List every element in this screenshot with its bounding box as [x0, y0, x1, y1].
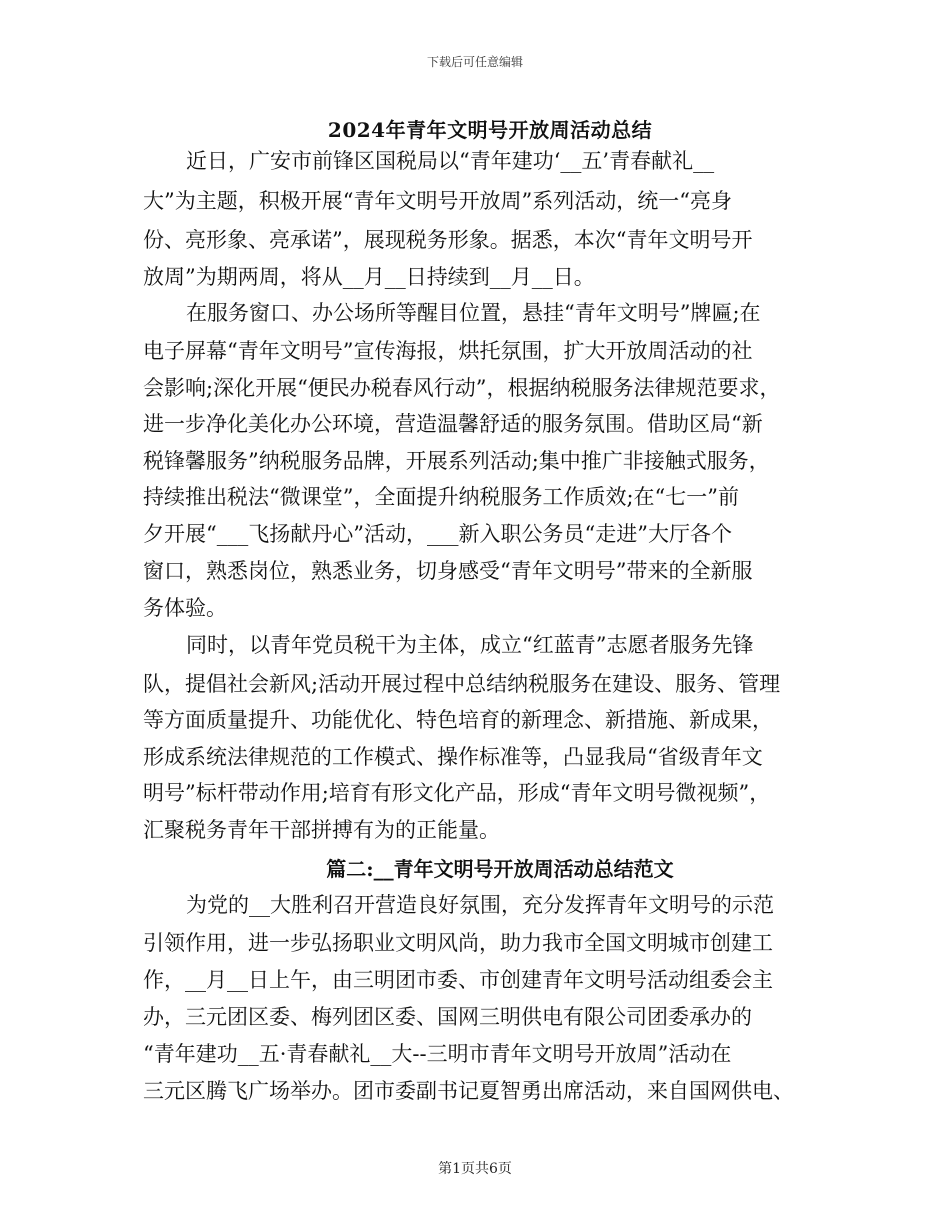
- p3-line-4: 形成系统法律规范的工作模式、操作标准等，凸显我局“省级青年文: [143, 745, 763, 769]
- document-title: 2024年青年文明号开放周活动总结: [327, 118, 653, 142]
- p1-line-3: 份、亮形象、亮承诺”，展现税务形象。据悉，本次“青年文明号开: [143, 228, 753, 252]
- p3-line-6: 汇聚税务青年干部拼搏有为的正能量。: [143, 818, 500, 842]
- p2-line-7: 夕开展“___飞扬献丹心”活动，___新入职公务员“走进”大厅各个: [143, 522, 732, 546]
- p2-line-6: 持续推出税法“微课堂”，全面提升纳税服务工作质效;在“七一”前: [143, 485, 740, 509]
- p4-line-6: 三元区腾飞广场举办。团市委副书记夏智勇出席活动，来自国网供电、: [143, 1079, 794, 1103]
- p2-line-1: 在服务窗口、办公场所等醒目位置，悬挂“青年文明号”牌匾;在: [186, 301, 761, 325]
- p4-line-3: 作，__月__日上午，由三明团市委、市创建青年文明号活动组委会主: [143, 968, 773, 992]
- p1-line-4: 放周”为期两周，将从__月__日持续到__月__日。: [143, 265, 595, 289]
- p3-line-5: 明号”标杆带动作用;培育有形文化产品，形成“青年文明号微视频”，: [143, 781, 771, 805]
- p1-line-1: 近日，广安市前锋区国税局以“青年建功‘__五’青春献礼__: [186, 149, 715, 173]
- p2-line-5: 税锋馨服务”纳税服务品牌，开展系列活动;集中推广非接触式服务，: [143, 449, 770, 473]
- p2-line-2: 电子屏幕“青年文明号”宣传海报，烘托氛围，扩大开放周活动的社: [143, 339, 753, 363]
- p2-line-8: 窗口，熟悉岗位，熟悉业务，切身感受“青年文明号”带来的全新服: [143, 559, 753, 583]
- p4-line-1: 为党的__大胜利召开营造良好氛围，充分发挥青年文明号的示范: [186, 893, 774, 917]
- section-subtitle: 篇二:__青年文明号开放周活动总结范文: [326, 857, 674, 881]
- p3-line-3: 等方面质量提升、功能优化、特色培育的新理念、新措施、新成果，: [143, 708, 773, 732]
- header-note: 下载后可任意编辑: [426, 55, 523, 69]
- p2-line-3: 会影响;深化开展“便民办税春风行动”，根据纳税服务法律规范要求，: [143, 376, 781, 400]
- page-footer: 第1页共6页: [438, 1161, 512, 1177]
- p3-line-1: 同时，以青年党员税干为主体，成立“红蓝青”志愿者服务先锋: [186, 633, 754, 657]
- p4-line-2: 引领作用，进一步弘扬职业文明风尚，助力我市全国文明城市创建工: [143, 931, 773, 955]
- p4-line-5: “青年建功__五·青春献礼__大--三明市青年文明号开放周”活动在: [143, 1042, 732, 1066]
- p4-line-4: 办，三元团区委、梅列团区委、国网三明供电有限公司团委承办的: [143, 1005, 752, 1029]
- p1-line-2: 大”为主题，积极开展“青年文明号开放周”系列活动，统一“亮身: [143, 189, 732, 213]
- p2-line-4: 进一步净化美化办公环境，营造温馨舒适的服务氛围。借助区局“新: [143, 412, 763, 436]
- p3-line-2: 队，提倡社会新风;活动开展过程中总结纳税服务在建设、服务、管理: [143, 672, 781, 696]
- p2-line-9: 务体验。: [143, 596, 227, 620]
